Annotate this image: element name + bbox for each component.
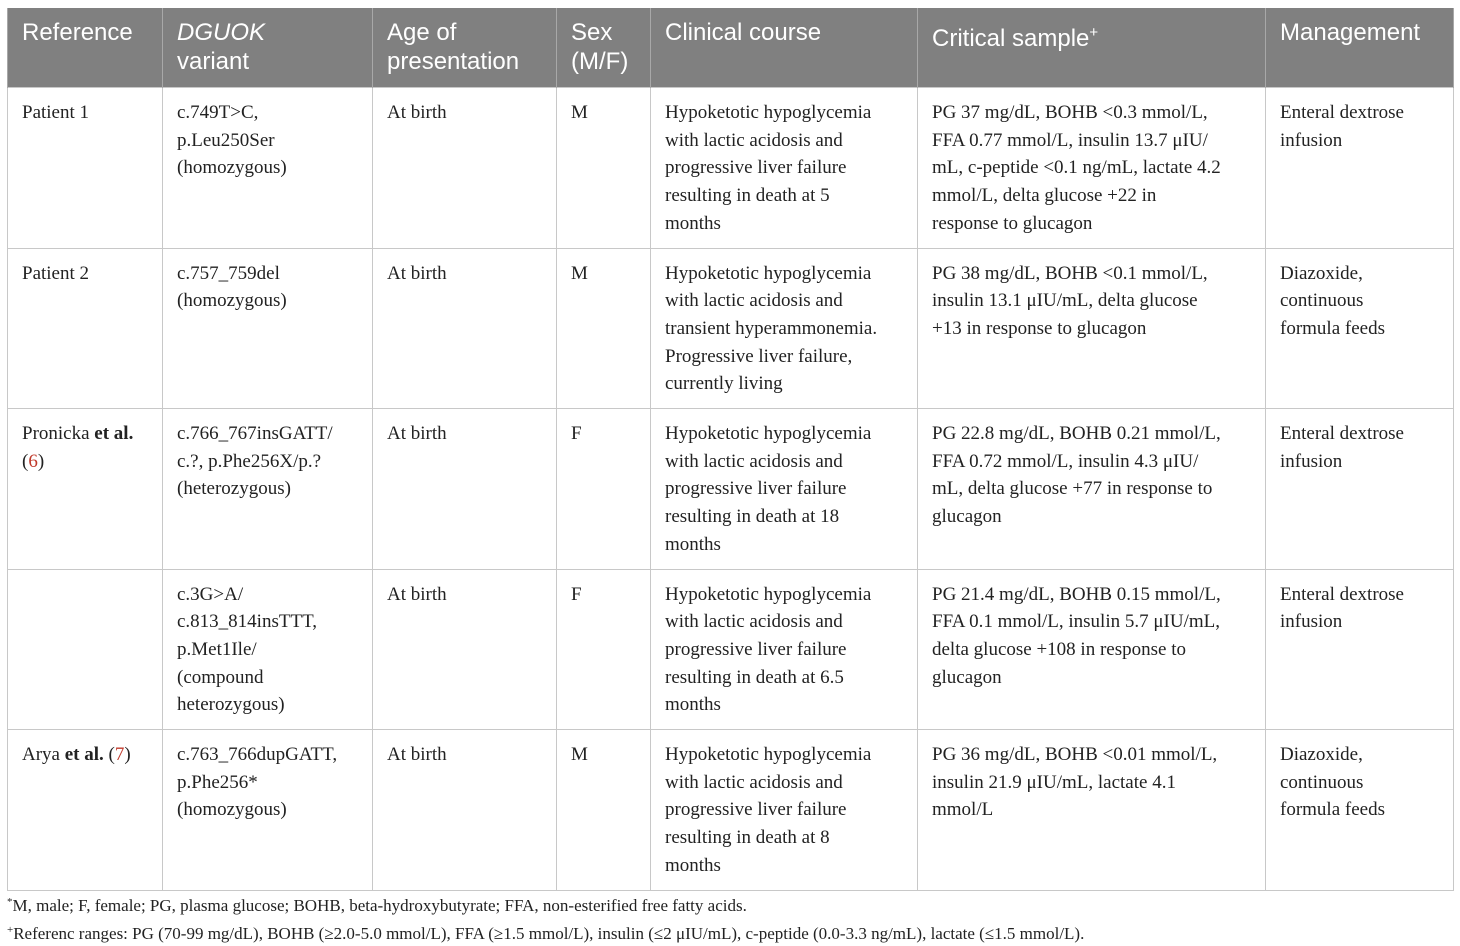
- table-row: [8, 569, 1454, 730]
- cell-reference: [8, 569, 163, 730]
- cell-management: Enteral dextrose infusion: [1266, 88, 1454, 249]
- cell-reference: Patient 1: [8, 88, 163, 249]
- cell-management: Enteral dextrose infusion: [1266, 569, 1454, 730]
- table-row: [8, 409, 1454, 570]
- table-wrapper: [7, 8, 1453, 891]
- cell-course: Hypoketotic hypoglycemia with lactic acidosis and progressive liver failure resulting in death at 6.5 months: [651, 569, 918, 730]
- cell-sex: M: [557, 88, 651, 249]
- dguok-patients-table: [7, 8, 1454, 891]
- footnote-reference-ranges: +Referenc ranges: PG (70-99 mg/dL), BOHB (≥2.0-5.0 mmol/L), FFA (≥1.5 mmol/L), insulin (≤2 μIU/mL), c-peptide (0.0-3.3 ng/mL), lactate (≤1.5 mmol/L).: [7, 924, 1085, 943]
- cell-sex: F: [557, 409, 651, 570]
- header-age: Age of presentation: [373, 8, 557, 88]
- header-variant: DGUOK variant: [163, 8, 373, 88]
- cell-management: Diazoxide, continuous formula feeds: [1266, 248, 1454, 409]
- cell-reference: Patient 2: [8, 248, 163, 409]
- citation-link[interactable]: 7: [114, 744, 125, 766]
- cell-sample: PG 36 mg/dL, BOHB <0.01 mmol/L, insulin 21.9 μIU/mL, lactate 4.1 mmol/L: [918, 730, 1266, 891]
- cell-management: Diazoxide, continuous formula feeds: [1266, 730, 1454, 891]
- cell-variant: c.766_767insGATT/ c.?, p.Phe256X/p.? (heterozygous): [163, 409, 373, 570]
- cell-sex: M: [557, 248, 651, 409]
- cell-management: Enteral dextrose infusion: [1266, 409, 1454, 570]
- header-sex: Sex (M/F): [557, 8, 651, 88]
- footnote-abbreviations: *M, male; F, female; PG, plasma glucose; BOHB, beta-hydroxybutyrate; FFA, non-esterified free fatty acids.: [7, 896, 747, 915]
- cell-course: Hypoketotic hypoglycemia with lactic acidosis and progressive liver failure resulting in death at 8 months: [651, 730, 918, 891]
- cell-sample: PG 22.8 mg/dL, BOHB 0.21 mmol/L, FFA 0.72 mmol/L, insulin 4.3 μIU/ mL, delta glucose +77 in response to glucagon: [918, 409, 1266, 570]
- header-reference: Reference: [8, 8, 163, 88]
- table-footnotes: [7, 890, 1453, 946]
- cell-reference: Pronicka et al. (6): [8, 409, 163, 570]
- cell-variant: c.3G>A/ c.813_814insTTT, p.Met1Ile/ (compound heterozygous): [163, 569, 373, 730]
- table-row: [8, 88, 1454, 249]
- cell-age: At birth: [373, 569, 557, 730]
- table-row: [8, 730, 1454, 891]
- cell-sex: F: [557, 569, 651, 730]
- cell-course: Hypoketotic hypoglycemia with lactic acidosis and progressive liver failure resulting in death at 5 months: [651, 88, 918, 249]
- cell-reference: Arya et al. (7): [8, 730, 163, 891]
- cell-course: Hypoketotic hypoglycemia with lactic acidosis and progressive liver failure resulting in death at 18 months: [651, 409, 918, 570]
- cell-sample: PG 21.4 mg/dL, BOHB 0.15 mmol/L, FFA 0.1 mmol/L, insulin 5.7 μIU/mL, delta glucose +108 in response to glucagon: [918, 569, 1266, 730]
- cell-variant: c.763_766dupGATT, p.Phe256* (homozygous): [163, 730, 373, 891]
- cell-age: At birth: [373, 730, 557, 891]
- cell-sample: PG 37 mg/dL, BOHB <0.3 mmol/L, FFA 0.77 mmol/L, insulin 13.7 μIU/ mL, c-peptide <0.1 ng/mL, lactate 4.2 mmol/L, delta glucose +22 in response to glucagon: [918, 88, 1266, 249]
- citation-link[interactable]: 6: [28, 450, 38, 472]
- cell-age: At birth: [373, 248, 557, 409]
- cell-sex: M: [557, 730, 651, 891]
- header-row: [8, 8, 1454, 88]
- header-sample: Critical sample+: [918, 8, 1266, 88]
- cell-age: At birth: [373, 409, 557, 570]
- header-course: Clinical course: [651, 8, 918, 88]
- cell-sample: PG 38 mg/dL, BOHB <0.1 mmol/L, insulin 13.1 μIU/mL, delta glucose +13 in response to glucagon: [918, 248, 1266, 409]
- cell-variant: c.757_759del (homozygous): [163, 248, 373, 409]
- cell-course: Hypoketotic hypoglycemia with lactic acidosis and transient hyperammonemia. Progressive liver failure, currently living: [651, 248, 918, 409]
- cell-variant: c.749T>C, p.Leu250Ser (homozygous): [163, 88, 373, 249]
- header-management: Management: [1266, 8, 1454, 88]
- table-row: [8, 248, 1454, 409]
- cell-age: At birth: [373, 88, 557, 249]
